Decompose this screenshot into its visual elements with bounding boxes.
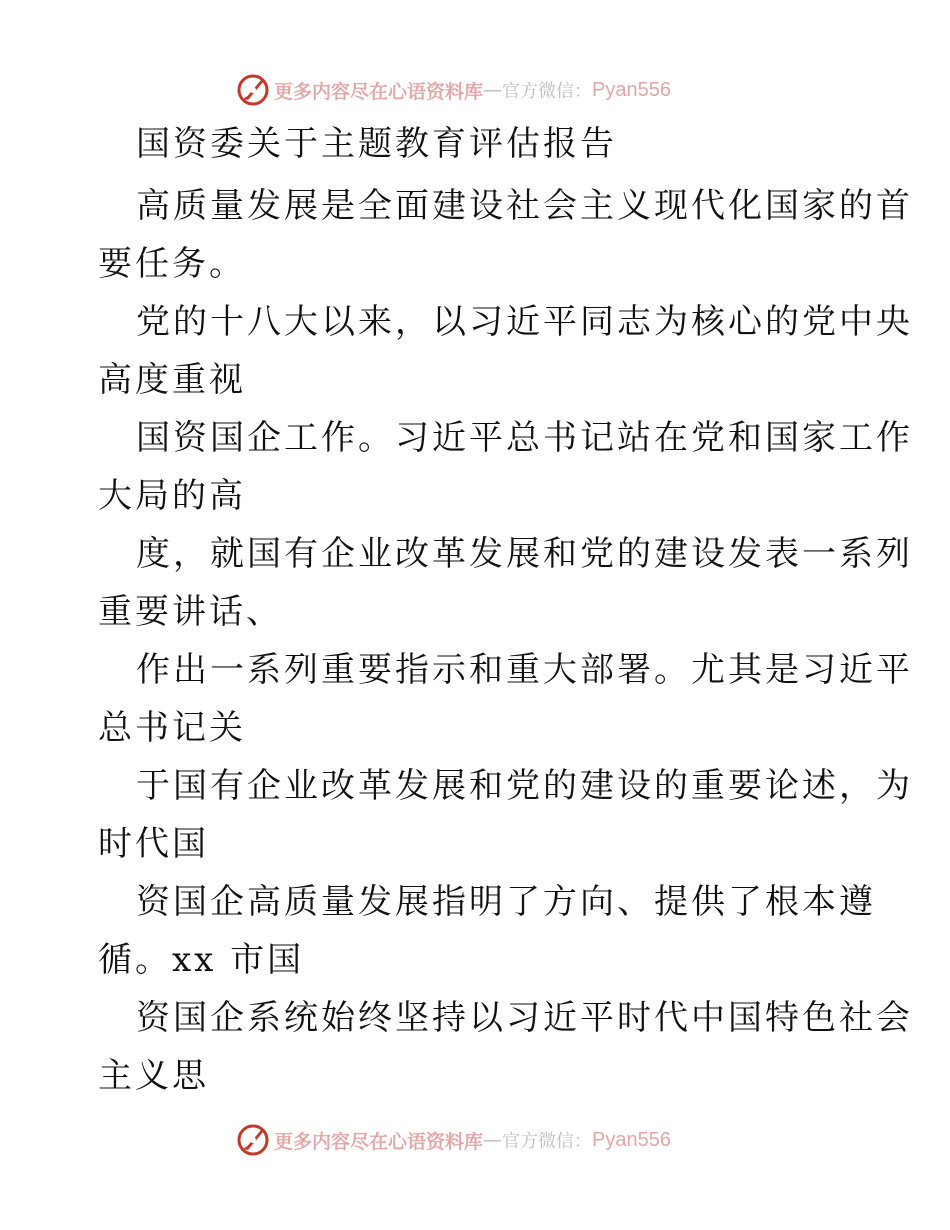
- banner-slogan: 更多内容尽在心语资料库: [274, 80, 484, 103]
- paragraph-line: 循。xx 市国: [98, 940, 305, 980]
- paragraph-line: 要任务。: [98, 244, 246, 284]
- paragraph-line: 作出一系列重要指示和重大部署。尤其是习近平: [136, 650, 913, 690]
- footer-banner: [236, 1122, 671, 1158]
- paragraph-line: 度，就国有企业改革发展和党的建设发表一系列: [136, 534, 913, 574]
- banner-wechat-id: Pyan556: [592, 1128, 671, 1151]
- banner-slogan: 更多内容尽在心语资料库: [274, 1130, 484, 1153]
- paragraph-line: 国资国企工作。习近平总书记站在党和国家工作: [136, 418, 913, 458]
- paragraph-line: 大局的高: [98, 476, 246, 516]
- paragraph-line: 重要讲话、: [98, 592, 283, 632]
- paragraph-line: 主义思: [98, 1056, 209, 1096]
- paragraph-line: 党的十八大以来，以习近平同志为核心的党中央: [136, 302, 913, 342]
- paragraph-line: 高质量发展是全面建设社会主义现代化国家的首: [136, 186, 913, 226]
- document-title: 国资委关于主题教育评估报告: [136, 124, 617, 164]
- banner-separator: —: [483, 1129, 503, 1151]
- paragraph-line: 资国企高质量发展指明了方向、提供了根本遵: [136, 882, 876, 922]
- header-banner: [236, 72, 671, 108]
- paragraph-line: 时代国: [98, 824, 209, 864]
- paragraph-line: 资国企系统始终坚持以习近平时代中国特色社会: [136, 998, 913, 1038]
- banner-wechat-label: 官方微信：: [502, 81, 593, 102]
- banner-wechat-id: Pyan556: [592, 78, 671, 101]
- banner-separator: —: [483, 79, 503, 101]
- quill-pen-logo-icon: [236, 73, 270, 107]
- paragraph-line: 总书记关: [98, 708, 246, 748]
- banner-wechat-label: 官方微信：: [502, 1131, 593, 1152]
- quill-pen-logo-icon: [236, 1123, 270, 1157]
- paragraph-line: 高度重视: [98, 360, 246, 400]
- paragraph-line: 于国有企业改革发展和党的建设的重要论述，为: [136, 766, 913, 806]
